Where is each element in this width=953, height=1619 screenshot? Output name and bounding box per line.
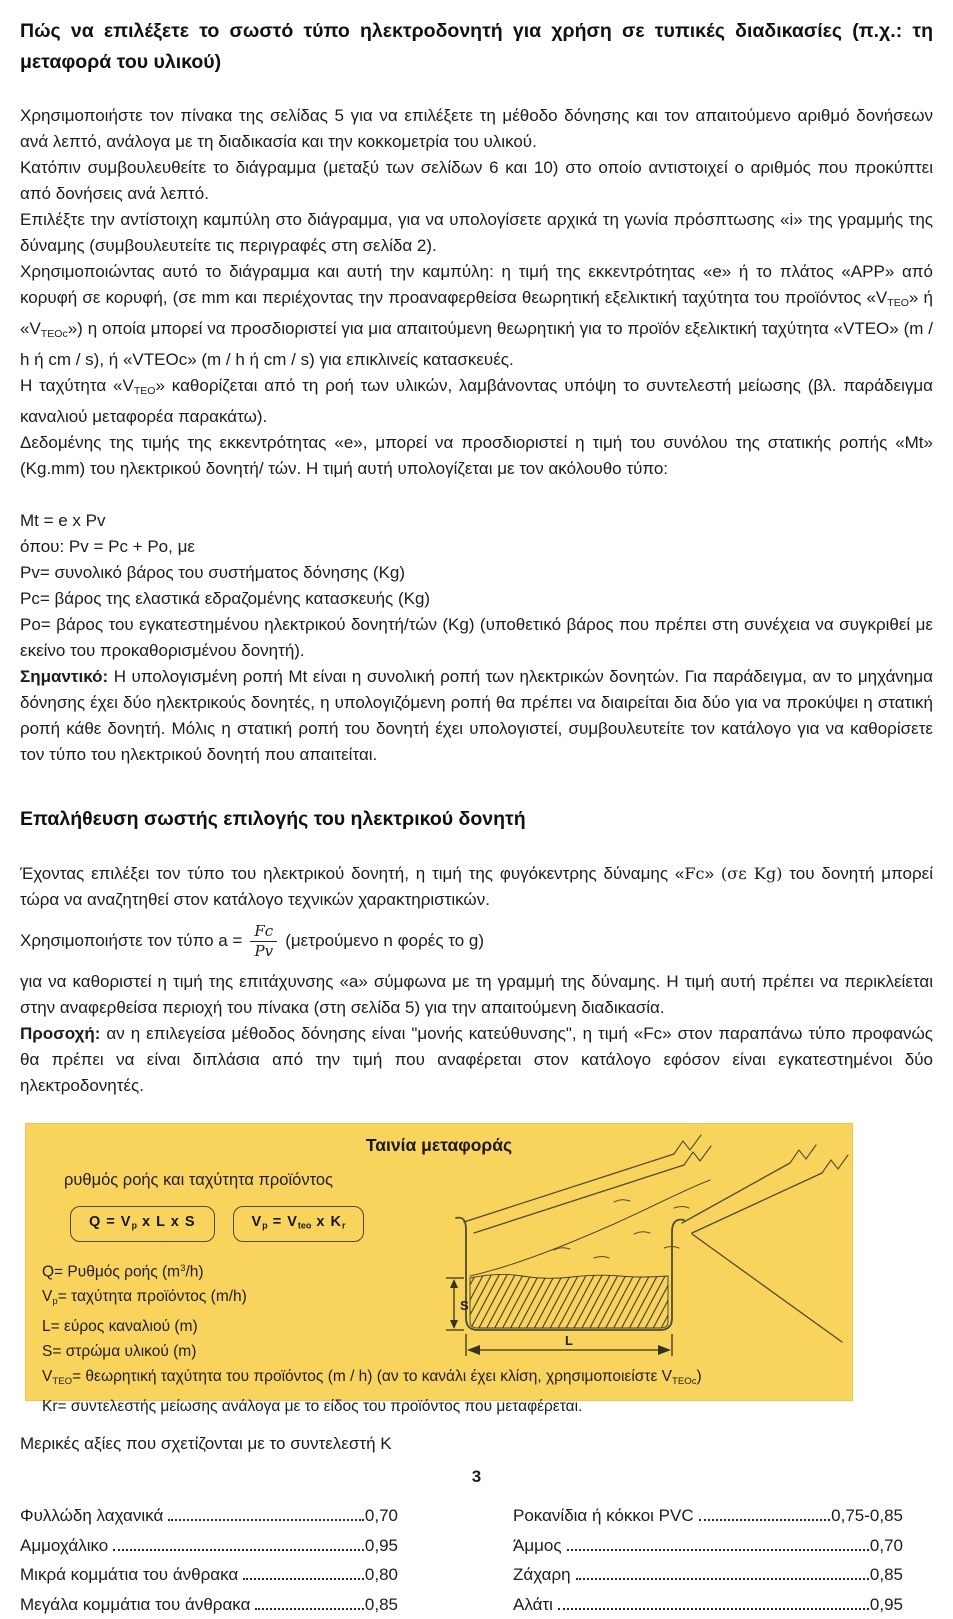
verification-section: [20, 861, 933, 1099]
legend-pc: Pc= βάρος της ελαστικά εδραζομένης κατασκευής (Kg): [20, 589, 431, 609]
k-value: 0,75-0,85: [831, 1506, 903, 1526]
outer-slope-line: [692, 1234, 842, 1342]
surface-squiggle: [614, 1200, 630, 1202]
section-heading-verification: Επαλήθευση σωστής επιλογής του ηλεκτρικού δονητή: [20, 808, 526, 831]
legend-po: Po= βάρος του εγκατεστημένου ηλεκτρικού δονητή/τών (Kg) (υποθετικό βάρος που πρέπει στη συνέχεια να συγκριθεί με εκείνο του προκαθορισμένου δονητή).: [20, 615, 933, 661]
legend-l: L= εύρος καναλιού (m): [42, 1318, 198, 1336]
k-label: Ροκανίδια ή κόκκοι PVC: [513, 1506, 694, 1526]
k-column-right: [513, 1501, 903, 1619]
fraction-denominator: Pv: [254, 941, 274, 960]
leader-dots: [567, 1549, 869, 1551]
break-mark: [674, 1135, 701, 1154]
k-label: Αλάτι: [513, 1594, 553, 1614]
perspective-line: [464, 1154, 674, 1222]
k-value: 0,95: [869, 1594, 903, 1614]
k-label: Ζάχαρη: [513, 1565, 571, 1585]
k-value: 0,70: [869, 1535, 903, 1555]
conveyor-box-subtitle: ρυθμός ροής και ταχύτητα προϊόντος: [64, 1171, 333, 1190]
mt-formula-block: [20, 508, 933, 768]
k-value: 0,85: [869, 1565, 903, 1585]
formula-prefix: Χρησιμοποιήστε τον τύπο a =: [20, 931, 243, 951]
formula-q-box: Q = Vp x L x S: [70, 1206, 215, 1242]
legend-q: Q= Ρυθμός ροής $(m^3/h)$: [42, 1263, 204, 1281]
k-row: [513, 1560, 903, 1590]
paragraph-curve-selection: Επιλέξτε την αντίστοιχη καμπύλη στο διάγραμμα, για να υπολογίσετε αρχικά τη γωνία πρόσπτωσης «i» της γραμμής της δύναμης (συμβουλευτείτε τις περιγραφές στη σελίδα 2).: [20, 210, 933, 255]
k-row: [20, 1560, 398, 1590]
k-value: 0,70: [364, 1506, 398, 1526]
formula-mt: Mt = e x Pv: [20, 511, 106, 531]
k-label: Φυλλώδη λαχανικά: [20, 1506, 164, 1526]
paragraph-static-moment: Δεδομένης της τιμής της εκκεντρότητας «e», μπορεί να προσδιοριστεί η τιμή του συνόλου της στατικής ροπής «Mt» (Kg.mm) του ηλεκτρικού δονητή/ τών. Η τιμή αυτή υπολογίζεται με τον ακόλουθο τύπο:: [20, 433, 933, 479]
conveyor-info-box: [25, 1123, 853, 1416]
k-column-left: [20, 1501, 398, 1619]
arrowhead-right: [658, 1345, 671, 1355]
k-row: [513, 1501, 903, 1531]
k-row: [513, 1531, 903, 1561]
material-surface-line: [470, 1180, 710, 1276]
dimension-s-label: S: [460, 1298, 469, 1314]
formula-vp-box: Vp = Vteo x Kr: [233, 1206, 365, 1242]
perspective-line: [474, 1165, 684, 1233]
paragraph-vteo-flow: Η ταχύτητα «VTEO» καθορίζεται από τη ροή των υλικών, λαμβάνοντας υπόψη το συντελεστή μείωσης (βλ. παράδειγμα καναλιού μεταφορέα παρακάτω).: [20, 376, 933, 427]
k-coefficient-intro: Μερικές αξίες που σχετίζονται με το συντελεστή Κ: [20, 1434, 392, 1454]
material-hatch: [470, 1275, 668, 1329]
legend-vteo: VTEO= θεωρητική ταχύτητα του προϊόντος (m / h) (αν το κανάλι έχει κλίση, χρησιμοποιείστε VTEOc): [42, 1368, 702, 1388]
k-label: Άμμος: [513, 1535, 562, 1555]
legend-vp: Vp= ταχύτητα προϊόντος (m/h): [42, 1288, 247, 1308]
conveyor-diagram: [444, 1138, 848, 1360]
page-number: 3: [471, 1467, 482, 1486]
k-label: Μεγάλα κομμάτια του άνθρακα: [20, 1594, 251, 1614]
dimension-l-label: L: [565, 1333, 573, 1349]
k-label: Αμμοχάλικο: [20, 1535, 109, 1555]
k-row: [20, 1590, 398, 1619]
k-value: 0,80: [364, 1565, 398, 1585]
surface-squiggle: [674, 1207, 689, 1209]
break-mark: [790, 1145, 816, 1163]
k-row: [20, 1501, 398, 1531]
k-row: [513, 1590, 903, 1619]
leader-dots: [255, 1608, 363, 1610]
leader-dots: [243, 1578, 364, 1580]
formula-pv: όπου: Pv = Pc + Po, με: [20, 537, 195, 557]
k-coefficient-table: [20, 1501, 933, 1619]
arrowhead-down: [450, 1320, 458, 1329]
arrowhead-up: [450, 1279, 458, 1288]
leader-dots: [558, 1608, 869, 1610]
fraction-numerator: Fc: [250, 923, 277, 942]
paragraph-fc-catalog: Έχοντας επιλέξει τον τύπο του ηλεκτρικού δονητή, η τιμή της φυγόκεντρης δύναμης «Fc» (σε Kg) του δονητή μπορεί τώρα να αναζητηθεί στον κατάλογο τεχνικών χαρακτηριστικών.: [20, 864, 933, 910]
leader-dots: [699, 1519, 831, 1521]
conveyor-box-title: Ταινία μεταφοράς: [365, 1135, 513, 1156]
legend-s: S= στρώμα υλικού (m): [42, 1343, 197, 1361]
legend-kr: Kr= συντελεστής μείωσης ανάλογα με το είδος του προϊόντος που μεταφέρεται.: [42, 1398, 583, 1416]
page-title: Πώς να επιλέξετε το σωστό τύπο ηλεκτροδονητή για χρήση σε τυπικές διαδικασίες (π.χ.: τη μεταφορά του υλικού): [20, 20, 933, 73]
k-label: Μικρά κομμάτια του άνθρακα: [20, 1565, 239, 1585]
paragraph-important: Σημαντικό: Η υπολογισμένη ροπή Mt είναι η συνολική ροπή των ηλεκτρικών δονητών. Για παράδειγμα, αν το μηχάνημα δόνησης έχει δύο ηλεκτρικούς δονητές, η υπολογιζόμενη ροπή θα πρέπει να διαιρείται δια δύο για να προκύψει η στατική ροπή κάθε δονητή. Μόλις η στατική ροπή του δονητή έχει υπολογιστεί, συμβουλευτείτε τον κατάλογο για να καθορίσετε τον τύπο του ηλεκτρικού δονητή που απαιτείται.: [20, 667, 933, 765]
k-value: 0,95: [364, 1535, 398, 1555]
fraction-fc-pv: [250, 923, 277, 960]
paragraph-acceleration-range: για να καθοριστεί η τιμή της επιτάχυνσης «a» σύμφωνα με τη γραμμή της δύναμης. Η τιμή αυτή πρέπει να περικλείεται στην αναφερθείσα περιοχή του πίνακα (στη σελίδα 5) για την απαιτούμενη διαδικασία.: [20, 972, 933, 1018]
arrowhead-left: [467, 1345, 480, 1355]
surface-squiggle: [634, 1232, 650, 1234]
formula-suffix: (μετρούμενο n φορές το g): [285, 931, 484, 951]
intro-section: [20, 103, 933, 482]
leader-dots: [113, 1549, 364, 1551]
leader-dots: [168, 1519, 364, 1521]
paragraph-eccentricity: Χρησιμοποιώντας αυτό το διάγραμμα και αυτή την καμπύλη: η τιμή της εκκεντρότητας «e» ή το πλάτος «APP» από κορυφή σε κορυφή, (σε mm και περιέχοντας την προαναφερθείσα θεωρητική εξελικτική ταχύτητα του προϊόντος «VTEO» ή «VTEOc») η οποία μπορεί να προσδιοριστεί για μια απαιτούμενη θεωρητική για το προϊόν εξελικτική ταχύτητα «VTEO» (m / h ή cm / s), ή «VTEOc» (m / h ή cm / s) για επικλινείς κατασκευές.: [20, 262, 933, 370]
break-mark: [822, 1155, 848, 1173]
k-value: 0,85: [364, 1594, 398, 1614]
k-row: [20, 1531, 398, 1561]
perspective-line: [682, 1163, 790, 1223]
legend-pv: Pv= συνολικό βάρος του συστήματος δόνησης (Kg): [20, 563, 406, 583]
paragraph-caution: Προσοχή: αν η επιλεγείσα μέθοδος δόνησης είναι "μονής κατεύθυνσης", η τιμή «Fc» στον παραπάνω τύπο προφανώς θα πρέπει να είναι διπλάσια από την τιμή που αναφέρεται στον κατάλογο εφόσον είναι εγκατεστημένοι δύο ηλεκτροδονητές.: [20, 1024, 933, 1096]
paragraph-table-page5: Χρησιμοποιήστε τον πίνακα της σελίδας 5 για να επιλέξετε τη μέθοδο δόνησης και τον απαιτούμενο αριθμό δονήσεων ανά λεπτό, ανάλογα με τη διαδικασία και την κοκκομετρία του υλικού.: [20, 106, 933, 151]
break-mark: [684, 1146, 711, 1165]
acceleration-formula: [20, 913, 933, 969]
paragraph-diagram-pages: Κατόπιν συμβουλευθείτε το διάγραμμα (μεταξύ των σελίδων 6 και 10) στο οποίο αντιστοιχεί ο αριθμός που προκύπτει από δονήσεις ανά λεπτό.: [20, 158, 933, 203]
surface-squiggle: [594, 1257, 609, 1259]
leader-dots: [576, 1578, 869, 1580]
